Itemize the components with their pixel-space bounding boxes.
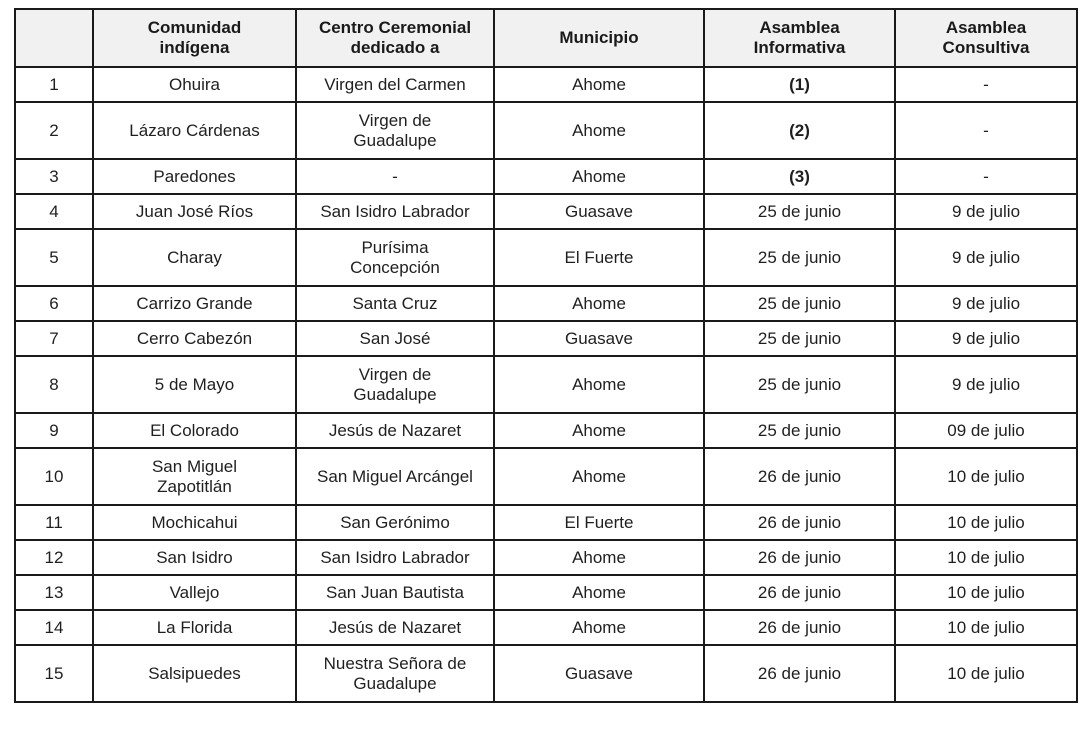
cell-asamblea-consultiva: 10 de julio [895,540,1077,575]
header-municipio [494,9,704,67]
cell-number: 13 [15,575,93,610]
cell-comunidad-line: Paredones [153,166,236,186]
cell-comunidad [93,448,296,505]
cell-asamblea-consultiva: 9 de julio [895,356,1077,413]
cell-number: 4 [15,194,93,229]
cell-centro-ceremonial [296,356,494,413]
cell-asamblea-informativa: 25 de junio [704,356,895,413]
cell-centro-ceremonial [296,102,494,159]
table-row [15,321,1077,356]
header-comunidad [93,9,296,67]
cell-centro-ceremonial [296,194,494,229]
cell-asamblea-consultiva: - [895,102,1077,159]
cell-asamblea-consultiva: - [895,159,1077,194]
cell-comunidad-line: Juan José Ríos [135,201,254,221]
table-row [15,67,1077,102]
cell-centro-ceremonial [296,448,494,505]
table-row [15,159,1077,194]
cell-asamblea-informativa: 25 de junio [704,413,895,448]
table-row [15,448,1077,505]
cell-centro-ceremonial-line: Guadalupe [353,384,437,404]
table-row [15,610,1077,645]
cell-centro-ceremonial-line: San Isidro Labrador [320,201,470,221]
cell-municipio: Ahome [494,159,704,194]
cell-centro-ceremonial-line: Concepción [350,257,440,277]
cell-comunidad-line: El Colorado [150,420,239,440]
table-row [15,505,1077,540]
header-label: Municipio [559,28,639,47]
cell-municipio: El Fuerte [494,229,704,286]
table-row [15,645,1077,702]
table-row [15,575,1077,610]
table-row [15,286,1077,321]
cell-asamblea-informativa: (3) [704,159,895,194]
cell-asamblea-informativa: 25 de junio [704,194,895,229]
cell-municipio: Guasave [494,645,704,702]
cell-comunidad-line: Lázaro Cárdenas [129,120,260,140]
cell-comunidad-line: Vallejo [169,582,220,602]
cell-number: 14 [15,610,93,645]
cell-municipio: Guasave [494,321,704,356]
cell-asamblea-informativa: 25 de junio [704,286,895,321]
cell-number: 9 [15,413,93,448]
cell-municipio: Ahome [494,575,704,610]
cell-comunidad [93,575,296,610]
cell-comunidad [93,356,296,413]
cell-asamblea-informativa: 26 de junio [704,610,895,645]
cell-municipio: Ahome [494,540,704,575]
cell-asamblea-consultiva: 10 de julio [895,645,1077,702]
header-asamblea-informativa [704,9,895,67]
cell-comunidad [93,67,296,102]
cell-comunidad [93,610,296,645]
cell-centro-ceremonial-line: Jesús de Nazaret [328,420,462,440]
cell-comunidad [93,540,296,575]
cell-number: 8 [15,356,93,413]
cell-centro-ceremonial-line: Virgen de [358,110,432,130]
cell-centro-ceremonial-line: San Juan Bautista [326,582,464,602]
cell-centro-ceremonial [296,540,494,575]
cell-comunidad-line: 5 de Mayo [154,374,235,394]
table-row [15,540,1077,575]
cell-comunidad [93,102,296,159]
cell-comunidad [93,159,296,194]
cell-centro-ceremonial-line: San José [359,328,431,348]
cell-comunidad-line: Salsipuedes [148,663,241,683]
cell-asamblea-informativa: 26 de junio [704,645,895,702]
cell-comunidad-line: Zapotitlán [157,476,232,496]
table-row [15,413,1077,448]
cell-municipio: Ahome [494,448,704,505]
cell-comunidad-line: La Florida [156,617,233,637]
cell-centro-ceremonial [296,229,494,286]
cell-centro-ceremonial [296,321,494,356]
cell-asamblea-informativa: 26 de junio [704,505,895,540]
cell-asamblea-consultiva: 10 de julio [895,575,1077,610]
cell-comunidad-line: San Miguel [151,456,238,476]
cell-number: 11 [15,505,93,540]
header-centro-ceremonial [296,9,494,67]
cell-municipio: Ahome [494,102,704,159]
header-label: Consultiva [942,38,1030,57]
cell-centro-ceremonial-line: Virgen del Carmen [324,74,466,94]
cell-number: 2 [15,102,93,159]
cell-centro-ceremonial-line: Virgen de [358,364,432,384]
cell-centro-ceremonial [296,67,494,102]
cell-number: 3 [15,159,93,194]
cell-asamblea-consultiva: 9 de julio [895,321,1077,356]
cell-centro-ceremonial-line: Jesús de Nazaret [328,617,462,637]
header-label: dedicado a [350,38,440,57]
table-row [15,356,1077,413]
table-row [15,102,1077,159]
cell-asamblea-informativa: 25 de junio [704,229,895,286]
cell-centro-ceremonial [296,610,494,645]
header-asamblea-consultiva [895,9,1077,67]
cell-comunidad-line: Ohuira [168,74,221,94]
cell-comunidad [93,229,296,286]
cell-asamblea-informativa: 26 de junio [704,540,895,575]
cell-centro-ceremonial-line: Purísima [361,237,429,257]
cell-comunidad [93,413,296,448]
cell-municipio: Guasave [494,194,704,229]
cell-comunidad-line: Carrizo Grande [136,293,253,313]
cell-centro-ceremonial-line: Guadalupe [353,130,437,150]
cell-comunidad [93,194,296,229]
cell-centro-ceremonial-line: San Miguel Arcángel [317,466,473,486]
cell-comunidad [93,321,296,356]
table-row [15,194,1077,229]
cell-centro-ceremonial-line: Nuestra Señora de [323,653,467,673]
cell-asamblea-consultiva: 09 de julio [895,413,1077,448]
cell-asamblea-informativa: 26 de junio [704,448,895,505]
cell-number: 7 [15,321,93,356]
table-body [15,67,1077,702]
cell-municipio: Ahome [494,610,704,645]
header-label: Centro Ceremonial [318,18,472,37]
cell-asamblea-consultiva: 10 de julio [895,505,1077,540]
table-header [15,9,1077,67]
cell-centro-ceremonial-line: San Isidro Labrador [320,547,470,567]
cell-centro-ceremonial-line: San Gerónimo [340,512,450,532]
header-label: Asamblea [945,18,1027,37]
cell-number: 15 [15,645,93,702]
cell-asamblea-consultiva: 10 de julio [895,448,1077,505]
cell-asamblea-informativa: (1) [704,67,895,102]
cell-comunidad-line: Mochicahui [151,512,238,532]
cell-centro-ceremonial [296,159,494,194]
cell-centro-ceremonial [296,286,494,321]
header-number [15,9,93,67]
cell-centro-ceremonial [296,645,494,702]
cell-comunidad [93,505,296,540]
cell-asamblea-consultiva: 9 de julio [895,194,1077,229]
cell-comunidad [93,645,296,702]
header-row [15,9,1077,67]
header-label: Comunidad [147,18,242,37]
cell-number: 6 [15,286,93,321]
cell-municipio: Ahome [494,413,704,448]
cell-centro-ceremonial [296,575,494,610]
cell-number: 1 [15,67,93,102]
cell-municipio: El Fuerte [494,505,704,540]
cell-number: 10 [15,448,93,505]
cell-comunidad [93,286,296,321]
cell-number: 12 [15,540,93,575]
header-label: indígena [159,38,230,57]
cell-asamblea-consultiva: - [895,67,1077,102]
cell-comunidad-line: San Isidro [156,547,233,567]
cell-centro-ceremonial-line: - [392,166,398,186]
cell-comunidad-line: Charay [167,247,222,267]
cell-centro-ceremonial [296,413,494,448]
header-label: Informativa [753,38,846,57]
header-label: Asamblea [759,18,840,37]
cell-asamblea-consultiva: 10 de julio [895,610,1077,645]
cell-asamblea-informativa: 26 de junio [704,575,895,610]
cell-number: 5 [15,229,93,286]
cell-asamblea-informativa: (2) [704,102,895,159]
cell-centro-ceremonial-line: Santa Cruz [352,293,438,313]
cell-comunidad-line: Cerro Cabezón [136,328,253,348]
cell-municipio: Ahome [494,67,704,102]
table-row [15,229,1077,286]
assemblies-table [14,8,1078,703]
cell-municipio: Ahome [494,286,704,321]
cell-centro-ceremonial-line: Guadalupe [353,673,437,693]
cell-municipio: Ahome [494,356,704,413]
cell-asamblea-consultiva: 9 de julio [895,286,1077,321]
cell-centro-ceremonial [296,505,494,540]
cell-asamblea-informativa: 25 de junio [704,321,895,356]
cell-asamblea-consultiva: 9 de julio [895,229,1077,286]
